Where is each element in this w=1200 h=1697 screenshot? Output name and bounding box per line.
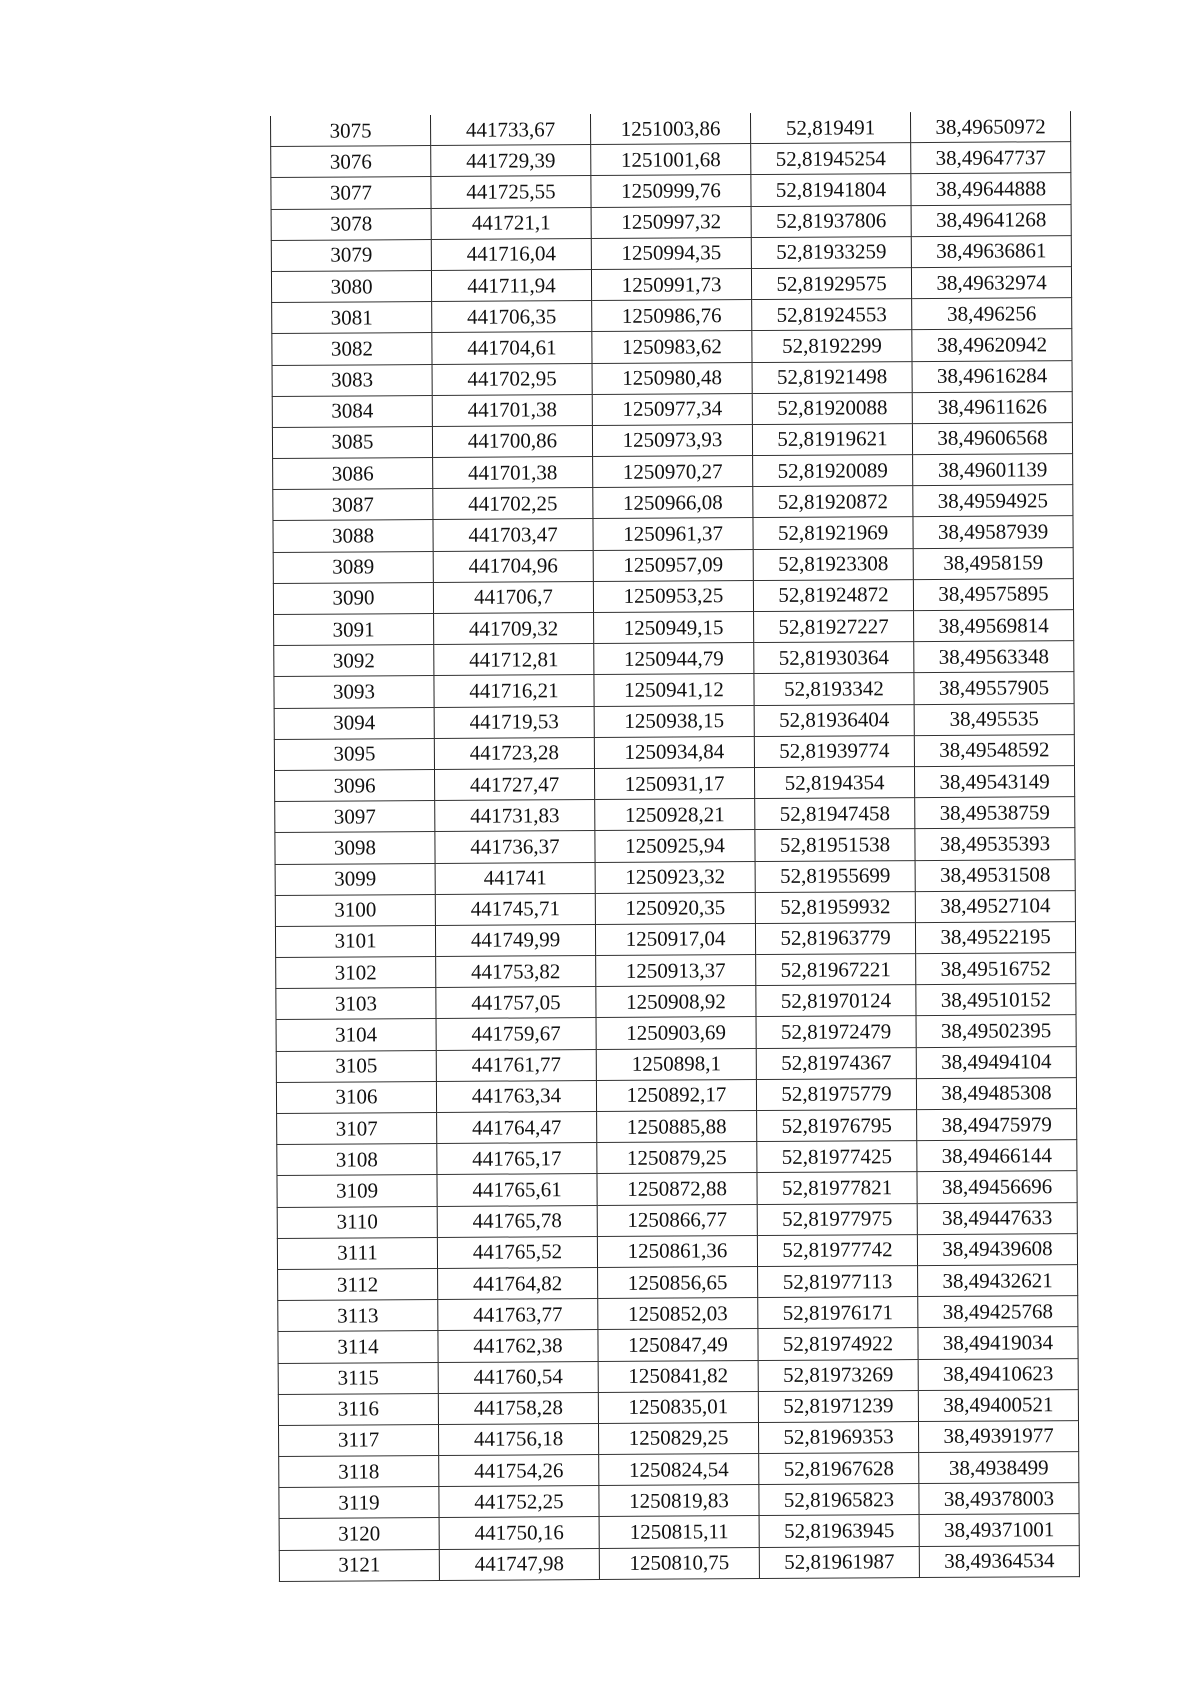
point-number-cell: 3085: [272, 426, 432, 458]
x-coordinate-cell: 441761,77: [436, 1049, 596, 1081]
longitude-cell: 38,49485308: [916, 1077, 1076, 1109]
table-row: [273, 516, 1073, 552]
longitude-cell: 38,49510152: [916, 984, 1076, 1016]
point-number-cell: 3107: [277, 1113, 437, 1145]
latitude-cell: 52,81919621: [752, 423, 912, 455]
y-coordinate-cell: 1250934,84: [594, 736, 754, 768]
table-row: [279, 1545, 1079, 1581]
table-row: [271, 142, 1071, 178]
longitude-cell: 38,49410623: [918, 1358, 1078, 1390]
longitude-cell: 38,49502395: [916, 1015, 1076, 1047]
point-number-cell: 3105: [276, 1050, 436, 1082]
latitude-cell: 52,81921498: [752, 361, 912, 393]
y-coordinate-cell: 1250983,62: [592, 331, 752, 363]
table-row: [272, 329, 1072, 365]
table-row: [279, 1483, 1079, 1519]
longitude-cell: 38,49475979: [917, 1109, 1077, 1141]
longitude-cell: 38,49419034: [918, 1327, 1078, 1359]
x-coordinate-cell: 441764,82: [438, 1267, 598, 1299]
y-coordinate-cell: 1250973,93: [592, 424, 752, 456]
x-coordinate-cell: 441704,96: [433, 550, 593, 582]
table-row: [277, 1109, 1077, 1145]
point-number-cell: 3121: [279, 1549, 439, 1581]
x-coordinate-cell: 441760,54: [438, 1361, 598, 1393]
x-coordinate-cell: 441701,38: [433, 457, 593, 489]
longitude-cell: 38,49611626: [912, 391, 1072, 423]
y-coordinate-cell: 1250866,77: [597, 1204, 757, 1236]
table-row: [276, 953, 1076, 989]
table-row: [278, 1420, 1078, 1456]
point-number-cell: 3075: [271, 115, 431, 147]
latitude-cell: 52,81969353: [758, 1421, 918, 1453]
latitude-cell: 52,81939774: [754, 735, 914, 767]
x-coordinate-cell: 441752,25: [439, 1486, 599, 1518]
longitude-cell: 38,49616284: [912, 360, 1072, 392]
x-coordinate-cell: 441765,78: [437, 1205, 597, 1237]
table-row: [272, 298, 1072, 334]
point-number-cell: 3113: [278, 1300, 438, 1332]
table-row: [277, 1202, 1077, 1238]
longitude-cell: 38,49456696: [917, 1171, 1077, 1203]
table-row: [271, 267, 1071, 303]
y-coordinate-cell: 1250856,65: [598, 1266, 758, 1298]
table-row: [272, 422, 1072, 458]
x-coordinate-cell: 441719,53: [434, 706, 594, 738]
table-row: [272, 360, 1072, 396]
x-coordinate-cell: 441765,52: [437, 1236, 597, 1268]
table-row: [278, 1265, 1078, 1301]
longitude-cell: 38,49531508: [915, 859, 1075, 891]
y-coordinate-cell: 1250872,88: [597, 1173, 757, 1205]
longitude-cell: 38,4938499: [919, 1452, 1079, 1484]
x-coordinate-cell: 441765,61: [437, 1174, 597, 1206]
table-row: [274, 703, 1074, 739]
longitude-cell: 38,49594925: [913, 485, 1073, 517]
point-number-cell: 3100: [275, 894, 435, 926]
point-number-cell: 3084: [272, 395, 432, 427]
longitude-cell: 38,49522195: [915, 921, 1075, 953]
table-row: [275, 828, 1075, 864]
x-coordinate-cell: 441753,82: [436, 956, 596, 988]
y-coordinate-cell: 1250879,25: [597, 1142, 757, 1174]
longitude-cell: 38,49364534: [919, 1545, 1079, 1577]
y-coordinate-cell: 1250852,03: [598, 1298, 758, 1330]
latitude-cell: 52,81947458: [755, 798, 915, 830]
point-number-cell: 3117: [278, 1424, 438, 1456]
y-coordinate-cell: 1250841,82: [598, 1360, 758, 1392]
longitude-cell: 38,495535: [914, 703, 1074, 735]
table-row: [271, 235, 1071, 271]
x-coordinate-cell: 441765,17: [437, 1143, 597, 1175]
latitude-cell: 52,81967628: [759, 1453, 919, 1485]
latitude-cell: 52,81920089: [753, 455, 913, 487]
latitude-cell: 52,81974922: [758, 1328, 918, 1360]
x-coordinate-cell: 441723,28: [434, 737, 594, 769]
table-row: [275, 859, 1075, 895]
table-row: [275, 921, 1075, 957]
x-coordinate-cell: 441701,38: [432, 394, 592, 426]
longitude-cell: 38,49650972: [910, 111, 1070, 143]
longitude-cell: 38,49601139: [913, 454, 1073, 486]
longitude-cell: 38,49516752: [916, 953, 1076, 985]
x-coordinate-cell: 441763,77: [438, 1299, 598, 1331]
x-coordinate-cell: 441725,55: [431, 176, 591, 208]
latitude-cell: 52,81971239: [758, 1390, 918, 1422]
table-row: [274, 672, 1074, 708]
point-number-cell: 3103: [276, 988, 436, 1020]
latitude-cell: 52,81955699: [755, 860, 915, 892]
point-number-cell: 3081: [272, 302, 432, 334]
x-coordinate-cell: 441711,94: [431, 269, 591, 301]
longitude-cell: 38,49494104: [916, 1046, 1076, 1078]
y-coordinate-cell: 1250997,32: [591, 206, 751, 238]
point-number-cell: 3102: [276, 957, 436, 989]
latitude-cell: 52,81930364: [754, 642, 914, 674]
latitude-cell: 52,81976795: [757, 1110, 917, 1142]
x-coordinate-cell: 441700,86: [432, 425, 592, 457]
point-number-cell: 3088: [273, 520, 433, 552]
point-number-cell: 3078: [271, 208, 431, 240]
table-row: [273, 485, 1073, 521]
longitude-cell: 38,49425768: [918, 1296, 1078, 1328]
x-coordinate-cell: 441703,47: [433, 519, 593, 551]
x-coordinate-cell: 441716,21: [434, 675, 594, 707]
longitude-cell: 38,49641268: [911, 204, 1071, 236]
table-row: [278, 1327, 1078, 1363]
point-number-cell: 3116: [278, 1393, 438, 1425]
latitude-cell: 52,81963945: [759, 1515, 919, 1547]
table-row: [277, 1171, 1077, 1207]
x-coordinate-cell: 441745,71: [435, 893, 595, 925]
table-row: [274, 641, 1074, 677]
point-number-cell: 3112: [278, 1268, 438, 1300]
latitude-cell: 52,81972479: [756, 1016, 916, 1048]
x-coordinate-cell: 441750,16: [439, 1517, 599, 1549]
y-coordinate-cell: 1250953,25: [593, 580, 753, 612]
x-coordinate-cell: 441764,47: [437, 1112, 597, 1144]
table-row: [276, 1046, 1076, 1082]
latitude-cell: 52,81951538: [755, 829, 915, 861]
latitude-cell: 52,81976171: [758, 1297, 918, 1329]
longitude-cell: 38,49371001: [919, 1514, 1079, 1546]
y-coordinate-cell: 1250980,48: [592, 362, 752, 394]
x-coordinate-cell: 441704,61: [432, 332, 592, 364]
table-row: [273, 578, 1073, 614]
x-coordinate-cell: 441741: [435, 862, 595, 894]
latitude-cell: 52,8192299: [752, 330, 912, 362]
latitude-cell: 52,81975779: [756, 1078, 916, 1110]
latitude-cell: 52,81929575: [751, 268, 911, 300]
x-coordinate-cell: 441757,05: [436, 987, 596, 1019]
y-coordinate-cell: 1250917,04: [595, 923, 755, 955]
point-number-cell: 3083: [272, 364, 432, 396]
x-coordinate-cell: 441716,04: [431, 238, 591, 270]
longitude-cell: 38,49391977: [918, 1420, 1078, 1452]
point-number-cell: 3077: [271, 177, 431, 209]
y-coordinate-cell: 1250977,34: [592, 393, 752, 425]
x-coordinate-cell: 441762,38: [438, 1330, 598, 1362]
longitude-cell: 38,496256: [912, 298, 1072, 330]
latitude-cell: 52,81977821: [757, 1172, 917, 1204]
y-coordinate-cell: 1250928,21: [595, 799, 755, 831]
y-coordinate-cell: 1250892,17: [596, 1079, 756, 1111]
x-coordinate-cell: 441712,81: [434, 644, 594, 676]
y-coordinate-cell: 1250815,11: [599, 1516, 759, 1548]
point-number-cell: 3114: [278, 1331, 438, 1363]
table-row: [271, 204, 1071, 240]
table-row: [273, 454, 1073, 490]
latitude-cell: 52,81970124: [756, 985, 916, 1017]
y-coordinate-cell: 1250961,37: [593, 518, 753, 550]
y-coordinate-cell: 1250941,12: [594, 674, 754, 706]
y-coordinate-cell: 1250999,76: [591, 175, 751, 207]
latitude-cell: 52,81921969: [753, 517, 913, 549]
longitude-cell: 38,49647737: [911, 142, 1071, 174]
longitude-cell: 38,49575895: [913, 578, 1073, 610]
y-coordinate-cell: 1250824,54: [599, 1454, 759, 1486]
latitude-cell: 52,81977425: [757, 1141, 917, 1173]
x-coordinate-cell: 441763,34: [436, 1080, 596, 1112]
x-coordinate-cell: 441736,37: [435, 831, 595, 863]
table-row: [274, 734, 1074, 770]
point-number-cell: 3090: [273, 582, 433, 614]
table-row: [278, 1358, 1078, 1394]
x-coordinate-cell: 441727,47: [434, 768, 594, 800]
y-coordinate-cell: 1250994,35: [591, 237, 751, 269]
longitude-cell: 38,49439608: [917, 1233, 1077, 1265]
point-number-cell: 3093: [274, 676, 434, 708]
point-number-cell: 3095: [274, 738, 434, 770]
point-number-cell: 3097: [275, 801, 435, 833]
x-coordinate-cell: 441749,99: [435, 924, 595, 956]
y-coordinate-cell: 1250957,09: [593, 549, 753, 581]
x-coordinate-cell: 441733,67: [430, 114, 590, 146]
longitude-cell: 38,49606568: [912, 422, 1072, 454]
y-coordinate-cell: 1250913,37: [596, 955, 756, 987]
x-coordinate-cell: 441756,18: [438, 1423, 598, 1455]
latitude-cell: 52,81920088: [752, 392, 912, 424]
y-coordinate-cell: 1250908,92: [596, 986, 756, 1018]
point-number-cell: 3091: [274, 614, 434, 646]
x-coordinate-cell: 441709,32: [434, 613, 594, 645]
table-row: [272, 391, 1072, 427]
x-coordinate-cell: 441706,7: [433, 581, 593, 613]
x-coordinate-cell: 441759,67: [436, 1018, 596, 1050]
table-row: [276, 1015, 1076, 1051]
point-number-cell: 3115: [278, 1362, 438, 1394]
point-number-cell: 3092: [274, 645, 434, 677]
coordinates-table-body: [271, 111, 1080, 1581]
longitude-cell: 38,49632974: [911, 267, 1071, 299]
latitude-cell: 52,81963779: [755, 922, 915, 954]
latitude-cell: 52,81977113: [758, 1266, 918, 1298]
point-number-cell: 3087: [273, 489, 433, 521]
y-coordinate-cell: 1251003,86: [590, 113, 750, 145]
y-coordinate-cell: 1250949,15: [594, 612, 754, 644]
table-row: [271, 111, 1071, 147]
point-number-cell: 3109: [277, 1175, 437, 1207]
table-row: [277, 1233, 1077, 1269]
longitude-cell: 38,49620942: [912, 329, 1072, 361]
longitude-cell: 38,49527104: [915, 890, 1075, 922]
latitude-cell: 52,8194354: [754, 767, 914, 799]
x-coordinate-cell: 441721,1: [431, 207, 591, 239]
point-number-cell: 3119: [279, 1487, 439, 1519]
latitude-cell: 52,81923308: [753, 548, 913, 580]
latitude-cell: 52,81924872: [753, 579, 913, 611]
latitude-cell: 52,81977975: [757, 1203, 917, 1235]
table-row: [271, 173, 1071, 209]
y-coordinate-cell: 1250986,76: [592, 300, 752, 332]
longitude-cell: 38,49432621: [918, 1265, 1078, 1297]
point-number-cell: 3106: [276, 1081, 436, 1113]
point-number-cell: 3120: [279, 1518, 439, 1550]
longitude-cell: 38,49378003: [919, 1483, 1079, 1515]
latitude-cell: 52,81936404: [754, 704, 914, 736]
y-coordinate-cell: 1250938,15: [594, 705, 754, 737]
y-coordinate-cell: 1250944,79: [594, 643, 754, 675]
table-row: [278, 1296, 1078, 1332]
latitude-cell: 52,81945254: [751, 143, 911, 175]
point-number-cell: 3079: [271, 239, 431, 271]
point-number-cell: 3089: [273, 551, 433, 583]
y-coordinate-cell: 1250991,73: [591, 268, 751, 300]
point-number-cell: 3108: [277, 1144, 437, 1176]
point-number-cell: 3080: [271, 270, 431, 302]
y-coordinate-cell: 1250903,69: [596, 1017, 756, 1049]
latitude-cell: 52,81961987: [759, 1546, 919, 1578]
y-coordinate-cell: 1250898,1: [596, 1048, 756, 1080]
longitude-cell: 38,49569814: [914, 610, 1074, 642]
latitude-cell: 52,81965823: [759, 1484, 919, 1516]
y-coordinate-cell: 1250847,49: [598, 1329, 758, 1361]
latitude-cell: 52,81967221: [756, 954, 916, 986]
table-row: [273, 547, 1073, 583]
latitude-cell: 52,81974367: [756, 1047, 916, 1079]
x-coordinate-cell: 441731,83: [435, 800, 595, 832]
x-coordinate-cell: 441754,26: [439, 1455, 599, 1487]
x-coordinate-cell: 441702,25: [433, 488, 593, 520]
y-coordinate-cell: 1250829,25: [598, 1422, 758, 1454]
latitude-cell: 52,81941804: [751, 174, 911, 206]
table-row: [279, 1452, 1079, 1488]
longitude-cell: 38,49538759: [915, 797, 1075, 829]
y-coordinate-cell: 1250931,17: [594, 767, 754, 799]
latitude-cell: 52,81977742: [757, 1234, 917, 1266]
x-coordinate-cell: 441706,35: [432, 301, 592, 333]
latitude-cell: 52,8193342: [754, 673, 914, 705]
longitude-cell: 38,49400521: [918, 1389, 1078, 1421]
point-number-cell: 3082: [272, 333, 432, 365]
x-coordinate-cell: 441702,95: [432, 363, 592, 395]
longitude-cell: 38,49644888: [911, 173, 1071, 205]
point-number-cell: 3104: [276, 1019, 436, 1051]
longitude-cell: 38,49587939: [913, 516, 1073, 548]
y-coordinate-cell: 1250925,94: [595, 830, 755, 862]
point-number-cell: 3098: [275, 832, 435, 864]
y-coordinate-cell: 1250970,27: [593, 456, 753, 488]
y-coordinate-cell: 1250835,01: [598, 1391, 758, 1423]
longitude-cell: 38,49447633: [917, 1202, 1077, 1234]
latitude-cell: 52,81927227: [754, 611, 914, 643]
y-coordinate-cell: 1250861,36: [597, 1235, 757, 1267]
point-number-cell: 3096: [274, 769, 434, 801]
y-coordinate-cell: 1251001,68: [591, 144, 751, 176]
table-row: [278, 1389, 1078, 1425]
table-row: [276, 1077, 1076, 1113]
y-coordinate-cell: 1250920,35: [595, 892, 755, 924]
longitude-cell: 38,49535393: [915, 828, 1075, 860]
point-number-cell: 3099: [275, 863, 435, 895]
latitude-cell: 52,81973269: [758, 1359, 918, 1391]
longitude-cell: 38,49543149: [914, 766, 1074, 798]
x-coordinate-cell: 441747,98: [439, 1548, 599, 1580]
table-row: [274, 766, 1074, 802]
point-number-cell: 3110: [277, 1206, 437, 1238]
y-coordinate-cell: 1250819,83: [599, 1485, 759, 1517]
table-row: [279, 1514, 1079, 1550]
longitude-cell: 38,49548592: [914, 734, 1074, 766]
longitude-cell: 38,49636861: [911, 235, 1071, 267]
table-row: [275, 797, 1075, 833]
point-number-cell: 3101: [275, 925, 435, 957]
table-row: [276, 984, 1076, 1020]
x-coordinate-cell: 441729,39: [431, 145, 591, 177]
point-number-cell: 3118: [279, 1456, 439, 1488]
x-coordinate-cell: 441758,28: [438, 1392, 598, 1424]
coordinates-table: [270, 111, 1080, 1582]
latitude-cell: 52,81924553: [752, 299, 912, 331]
y-coordinate-cell: 1250966,08: [593, 487, 753, 519]
latitude-cell: 52,81933259: [751, 236, 911, 268]
longitude-cell: 38,49563348: [914, 641, 1074, 673]
latitude-cell: 52,81920872: [753, 486, 913, 518]
point-number-cell: 3111: [277, 1237, 437, 1269]
y-coordinate-cell: 1250885,88: [597, 1111, 757, 1143]
point-number-cell: 3094: [274, 707, 434, 739]
table-row: [274, 610, 1074, 646]
point-number-cell: 3076: [271, 146, 431, 178]
point-number-cell: 3086: [273, 458, 433, 490]
y-coordinate-cell: 1250810,75: [599, 1547, 759, 1579]
longitude-cell: 38,4958159: [913, 547, 1073, 579]
y-coordinate-cell: 1250923,32: [595, 861, 755, 893]
longitude-cell: 38,49557905: [914, 672, 1074, 704]
table-row: [275, 890, 1075, 926]
latitude-cell: 52,819491: [750, 112, 910, 144]
latitude-cell: 52,81959932: [755, 891, 915, 923]
longitude-cell: 38,49466144: [917, 1140, 1077, 1172]
latitude-cell: 52,81937806: [751, 205, 911, 237]
table-row: [277, 1140, 1077, 1176]
